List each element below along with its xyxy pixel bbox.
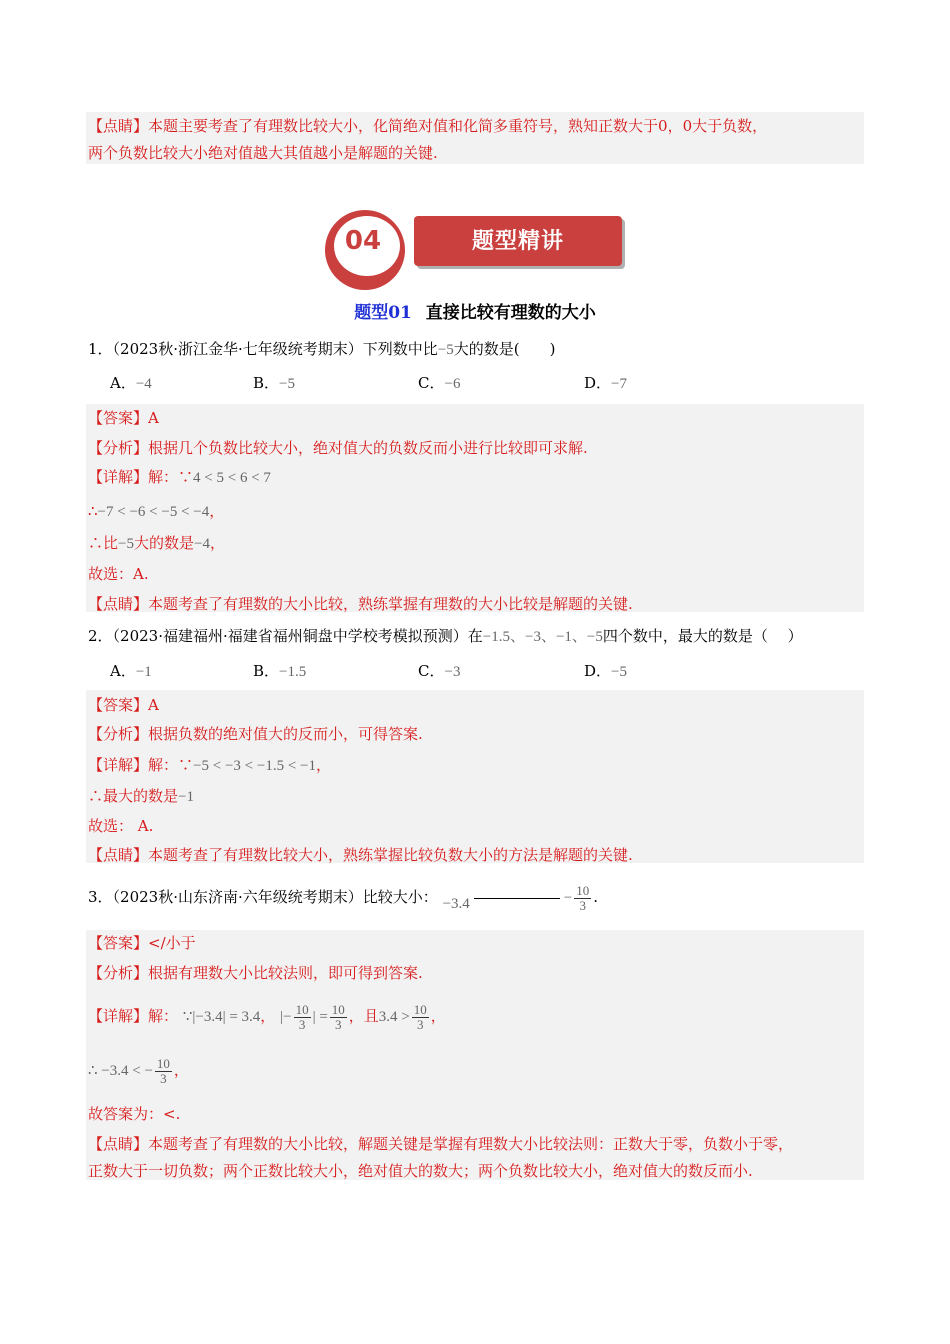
- q3-note-line1: 【点睛】本题考查了有理数的大小比较，解题关键是掌握有理数大小比较法则：正数大于零，负数小于零，: [88, 1135, 794, 1153]
- q3-detail: 【详解】解： ∵|−3.4| = 3.4， |− $\frac{10}{3}$ | = $\frac{10}{3}$ ，且3.4 > $\frac{10}{3}$ ，: [88, 1001, 446, 1032]
- banner-number: 04: [344, 226, 382, 256]
- q-math: −5: [437, 342, 454, 358]
- q1-option-b: B．−5: [253, 374, 295, 392]
- q1-choice: 故选：A.: [88, 565, 149, 583]
- q1-option-d: D．−7: [584, 374, 627, 392]
- q1-analysis: 【分析】根据几个负数比较大小，绝对值大的负数反而小进行比较即可求解.: [88, 439, 588, 457]
- q3-stem: 3．（2023秋·山东济南·六年级统考期末）比较大小： −3.4 − $\frac{10}{3}$ .: [88, 882, 599, 913]
- q1-step1: ∴−7 < −6 < −5 < −4，: [88, 502, 225, 520]
- q1-note: 【点睛】本题考查了有理数的大小比较，熟练掌握有理数的大小比较是解题的关键.: [88, 595, 633, 613]
- q1-stem: [88, 339, 555, 360]
- q3-note-line2: 正数大于一切负数；两个正数比较大小，绝对值大的数大；两个负数比较大小，绝对值大的数反而小.: [88, 1162, 753, 1180]
- q2-step1: ∴最大的数是−1: [88, 787, 194, 805]
- q3-step1: ∴ −3.4 < − $\frac{10}{3}$ ，: [88, 1055, 189, 1086]
- answer-blank[interactable]: [474, 898, 560, 899]
- section-heading: 直接比较有理数的大小: [425, 303, 596, 323]
- q2-note: 【点睛】本题考查了有理数比较大小，熟练掌握比较负数大小的方法是解题的关键.: [88, 846, 633, 864]
- section-title: [0, 298, 950, 323]
- q1-step2: ∴比−5大的数是−4，: [88, 534, 225, 552]
- q2-stem: 2．（2023·福建福州·福建省福州铜盘中学校考模拟预测）在−1.5、−3、−1、−5四个数中，最大的数是（ ）: [88, 627, 803, 645]
- top-note-line1: [88, 116, 767, 136]
- banner-title: 题型精讲: [471, 229, 564, 254]
- q3-choice: 故答案为：<.: [88, 1105, 181, 1123]
- q2-option-c: C．−3: [418, 662, 461, 680]
- note-text: 本题主要考查了有理数比较大小，化简绝对值和化简多重符号，熟知正数大于0，0大于负数，: [148, 117, 768, 135]
- q-number: 1．: [88, 340, 113, 358]
- fraction: $\frac{10}{3}$: [576, 882, 590, 913]
- q2-answer: 【答案】A: [88, 696, 159, 714]
- q2-detail: 【详解】解：∵−5 < −3 < −1.5 < −1，: [88, 756, 332, 774]
- q2-analysis: 【分析】根据负数的绝对值大的反而小，可得答案.: [88, 725, 423, 743]
- q3-analysis: 【分析】根据有理数大小比较法则，即可得到答案.: [88, 964, 423, 982]
- q1-option-c: C．−6: [418, 374, 461, 392]
- q-text: 下列数中比: [362, 340, 438, 358]
- q1-answer: 【答案】A: [88, 409, 159, 427]
- q3-answer: 【答案】</小于: [88, 934, 196, 952]
- q1-option-a: A．−4: [110, 374, 152, 392]
- q2-option-b: B．−1.5: [253, 662, 307, 680]
- q2-option-d: D．−5: [584, 662, 627, 680]
- q-text: 大的数是( ): [453, 340, 556, 358]
- top-note-line2: [88, 143, 438, 163]
- q-source: （2023秋·浙江金华·七年级统考期末）: [112, 340, 363, 358]
- q1-detail: 【详解】解：∵4 < 5 < 6 < 7: [88, 468, 271, 486]
- q2-choice: 故选： A.: [88, 817, 154, 835]
- note-text: 两个负数比较大小绝对值越大其值越小是解题的关键.: [88, 144, 438, 162]
- q2-solution-block: [86, 690, 864, 863]
- q2-option-a: A．−1: [110, 662, 152, 680]
- section-label: 题型01: [354, 303, 412, 323]
- note-tag: 【点睛】: [88, 117, 149, 135]
